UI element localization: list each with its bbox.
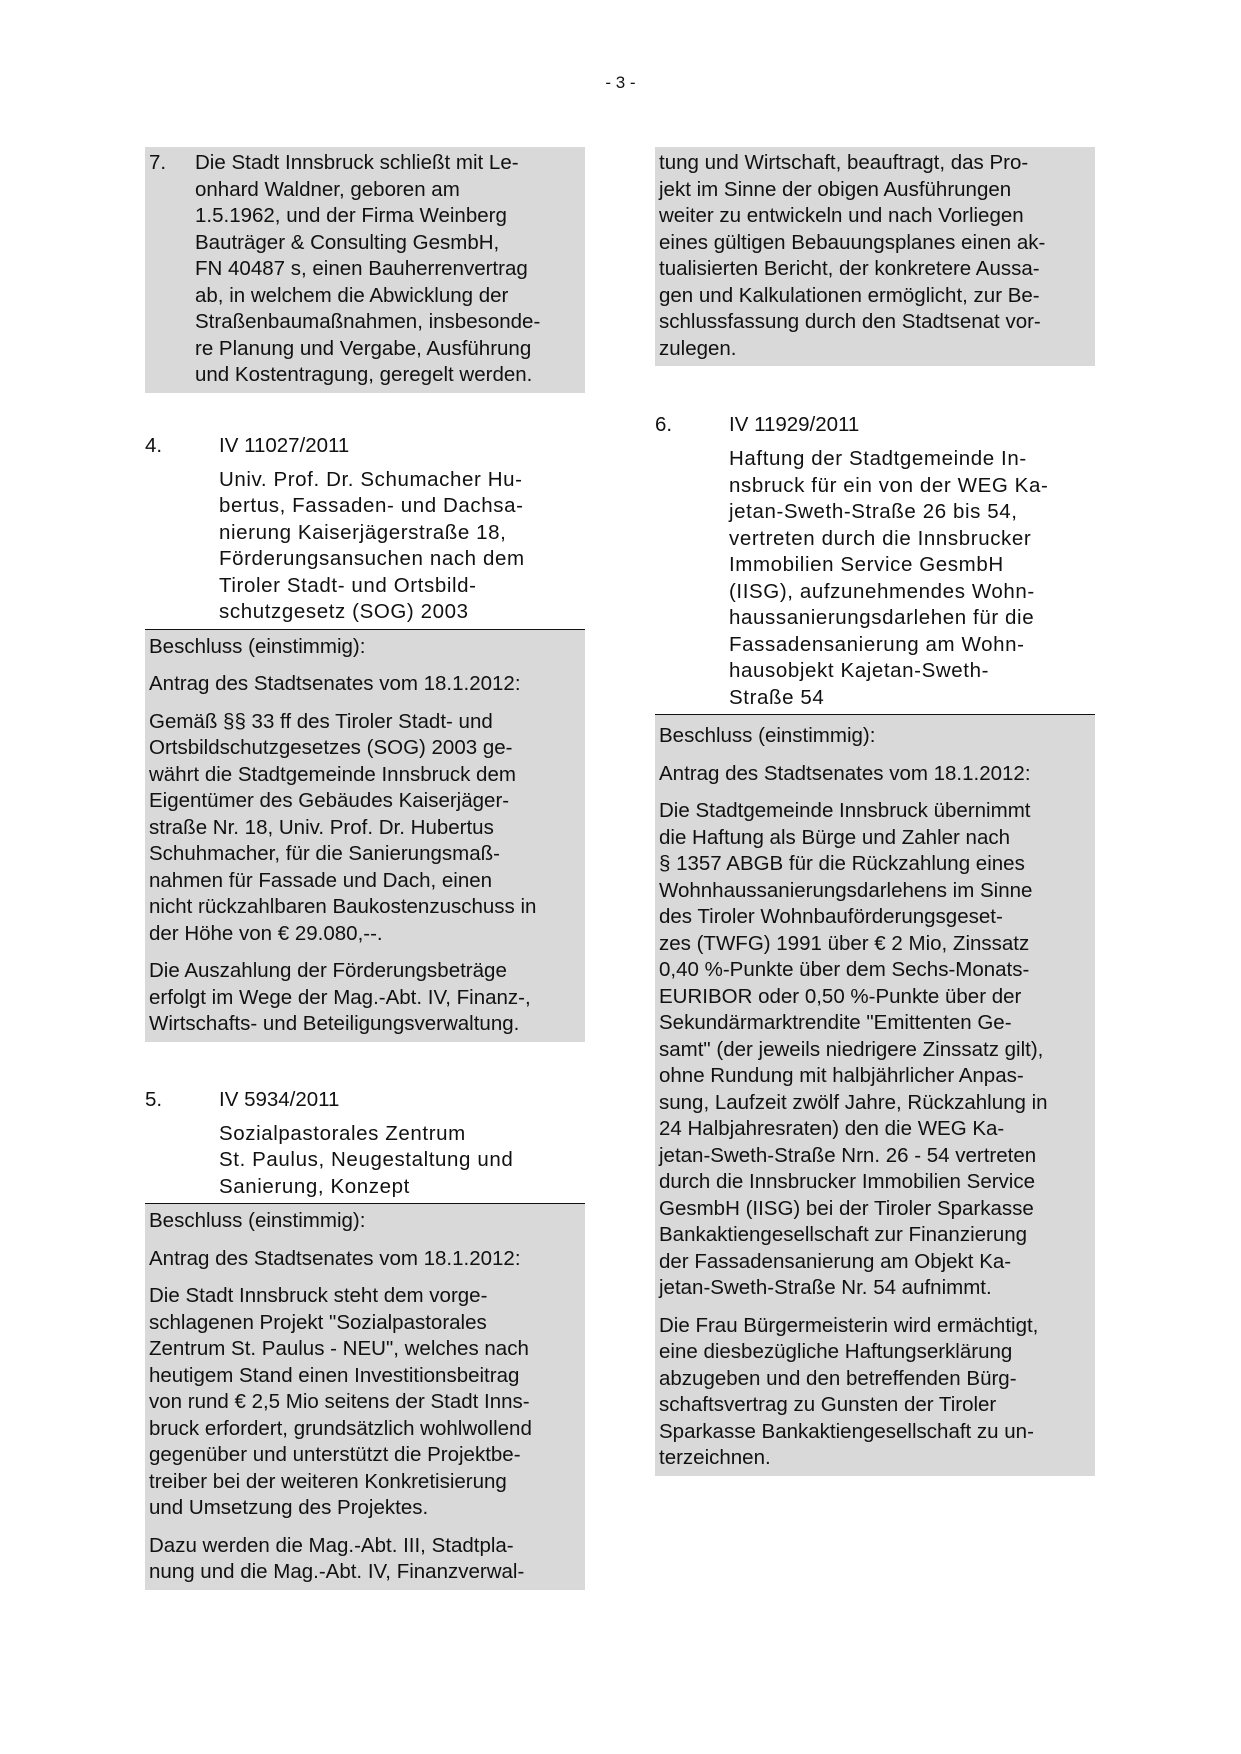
text-line: jekt im Sinne der obigen Ausführungen (659, 177, 1012, 201)
item-number: 4. (145, 433, 163, 457)
text-line: Schuhmacher, für die Sanierungsmaß- (149, 842, 500, 865)
text-line: Wirtschafts- und Beteiligungsverwaltung. (149, 1012, 520, 1035)
text-line: eines gültigen Bebauungsplanes einen ak- (659, 230, 1046, 254)
text-line: zulegen. (659, 336, 737, 360)
text-line: GesmbH (IISG) bei der Tiroler Sparkasse (659, 1196, 1034, 1220)
text-line: Tiroler Stadt- und Ortsbild- (219, 573, 477, 597)
text-line: bruck erfordert, grundsätzlich wohlwollend (149, 1416, 532, 1440)
item-head (655, 412, 1095, 438)
text-line: vertreten durch die Innsbrucker (729, 526, 1032, 550)
text-line: von rund € 2,5 Mio seitens der Stadt Inns- (149, 1390, 530, 1413)
decision-paragraph (659, 798, 1090, 1302)
text-line: nung und die Mag.-Abt. IV, Finanzverwal- (149, 1560, 525, 1583)
text-line: straße Nr. 18, Univ. Prof. Dr. Hubertus (149, 815, 494, 839)
text-line: Dazu werden die Mag.-Abt. III, Stadtpla- (149, 1533, 514, 1557)
text-line: Fassadensanierung am Wohn- (729, 632, 1025, 656)
text-line: schaftsvertrag zu Gunsten der Tiroler (659, 1393, 997, 1416)
motion-label: Antrag des Stadtsenates vom 18.1.2012: (659, 761, 1031, 785)
text-line: St. Paulus, Neugestaltung und (219, 1148, 514, 1171)
item-head (145, 433, 585, 459)
page-number: - 3 - (605, 73, 636, 92)
motion-label: Antrag des Stadtsenates vom 18.1.2012: (149, 672, 521, 695)
item-7-text (195, 150, 580, 389)
text-line: tualisierten Bericht, der konkretere Aussa- (659, 257, 1040, 280)
item-reference: IV 5934/2011 (219, 1087, 340, 1111)
text-line: Die Auszahlung der Förderungsbeträge (149, 959, 507, 982)
text-line: Univ. Prof. Dr. Schumacher Hu- (219, 467, 523, 491)
item-title (145, 1121, 585, 1205)
decision-paragraph (149, 958, 580, 1038)
item-reference: IV 11027/2011 (219, 433, 350, 457)
text-line: der Fassadensanierung am Objekt Ka- (659, 1249, 1012, 1273)
text-line: gen und Kalkulationen ermöglicht, zur Be- (659, 283, 1040, 307)
decision-label: Beschluss (einstimmig): (149, 1209, 366, 1232)
text-line: Förderungsansuchen nach dem (219, 547, 525, 570)
text-line: und Kostentragung, geregelt werden. (195, 363, 533, 386)
text-line: heutigem Stand einen Investitionsbeitrag (149, 1363, 520, 1387)
text-line: haussanierungsdarlehen für die (729, 606, 1035, 629)
text-line: eine diesbezügliche Haftungserklärung (659, 1340, 1013, 1363)
text-line: Sekundärmarktrendite "Emittenten Ge- (659, 1011, 1012, 1034)
text-line: terzeichnen. (659, 1446, 771, 1469)
item-number: 7. (149, 151, 167, 174)
text-line: Die Stadt Innsbruck schließt mit Le- (195, 151, 519, 174)
text-line: re Planung und Vergabe, Ausführung (195, 336, 532, 360)
decision-paragraph (149, 709, 580, 948)
item-number: 5. (145, 1087, 163, 1111)
decision-paragraph (659, 1313, 1090, 1472)
agenda-item-5 (145, 1087, 585, 1590)
text-line: Wohnhaussanierungsdarlehens im Sinne (659, 878, 1033, 902)
text-line: zes (TWFG) 1991 über € 2 Mio, Zinssatz (659, 931, 1030, 955)
text-line: Straße 54 (729, 685, 825, 709)
text-line: währt die Stadtgemeinde Innsbruck dem (149, 762, 516, 786)
text-line: Bauträger & Consulting GesmbH, (195, 230, 500, 254)
text-line: Bankaktiengesellschaft zur Finanzierung (659, 1223, 1028, 1246)
text-line: Zentrum St. Paulus - NEU", welches nach (149, 1337, 529, 1360)
text-line: schlussfassung durch den Stadtsenat vor- (659, 310, 1041, 333)
decision-block (145, 630, 585, 1042)
text-line: Die Frau Bürgermeisterin wird ermächtigt, (659, 1313, 1039, 1337)
text-line: nierung Kaiserjägerstraße 18, (219, 520, 507, 544)
item-number: 6. (655, 413, 673, 436)
text-line: durch die Innsbrucker Immobilien Service (659, 1170, 1035, 1193)
text-line: weiter zu entwickeln und nach Vorliegen (659, 204, 1024, 227)
text-line: ohne Rundung mit halbjährlicher Anpas- (659, 1064, 1024, 1087)
text-line: Eigentümer des Gebäudes Kaiserjäger- (149, 789, 510, 812)
text-line: Die Stadtgemeinde Innsbruck übernimmt (659, 799, 1031, 822)
text-line: ab, in welchem die Abwicklung der (195, 283, 509, 307)
text-line: Sozialpastorales Zentrum (219, 1121, 466, 1145)
text-line: Ortsbildschutzgesetzes (SOG) 2003 ge- (149, 736, 513, 759)
text-line: die Haftung als Bürge und Zahler nach (659, 825, 1011, 849)
text-line: FN 40487 s, einen Bauherrenvertrag (195, 257, 528, 280)
right-column (655, 147, 1095, 1476)
text-line: jetan-Sweth-Straße Nr. 54 aufnimmt. (659, 1276, 992, 1299)
text-line: Gemäß §§ 33 ff des Tiroler Stadt- und (149, 709, 493, 733)
text-line: Sparkasse Bankaktiengesellschaft zu un- (659, 1419, 1034, 1443)
text-line: und Umsetzung des Projektes. (149, 1496, 429, 1519)
text-line: bertus, Fassaden- und Dachsa- (219, 494, 524, 517)
decision-label: Beschluss (einstimmig): (659, 724, 876, 747)
item-title (145, 467, 585, 630)
text-line: schlagenen Projekt "Sozialpastorales (149, 1310, 487, 1334)
text-line: Immobilien Service GesmbH (729, 553, 1004, 576)
text-line: erfolgt im Wege der Mag.-Abt. IV, Finanz-, (149, 985, 531, 1009)
item-head (145, 1087, 585, 1113)
decision-label: Beschluss (einstimmig): (149, 634, 366, 658)
text-line: 24 Halbjahresraten) den die WEG Ka- (659, 1117, 1005, 1140)
text-line: tung und Wirtschaft, beauftragt, das Pro- (659, 151, 1029, 174)
item-reference: IV 11929/2011 (729, 413, 860, 436)
text-line: schutzgesetz (SOG) 2003 (219, 600, 469, 623)
item-title (655, 446, 1095, 715)
left-column (145, 147, 585, 1590)
text-line: (IISG), aufzunehmendes Wohn- (729, 579, 1035, 603)
text-line: jetan-Sweth-Straße Nrn. 26 - 54 vertreten (659, 1143, 1037, 1167)
text-line: nsbruck für ein von der WEG Ka- (729, 473, 1049, 497)
agenda-item-4 (145, 433, 585, 1042)
decision-paragraph (149, 1533, 580, 1586)
item-5-continuation (655, 147, 1095, 366)
text-line: hausobjekt Kajetan-Sweth- (729, 659, 990, 682)
text-line: EURIBOR oder 0,50 %-Punkte über der (659, 984, 1022, 1008)
text-line: abzugeben und den betreffenden Bürg- (659, 1366, 1017, 1390)
text-line: der Höhe von € 29.080,--. (149, 921, 383, 945)
text-line: § 1357 ABGB für die Rückzahlung eines (659, 852, 1025, 875)
text-line: sung, Laufzeit zwölf Jahre, Rückzahlung in (659, 1090, 1048, 1114)
text-line: nahmen für Fassade und Dach, einen (149, 868, 493, 892)
text-line: onhard Waldner, geboren am (195, 177, 460, 201)
text-line: jetan-Sweth-Straße 26 bis 54, (729, 500, 1018, 523)
motion-label: Antrag des Stadtsenates vom 18.1.2012: (149, 1246, 521, 1270)
text-line: gegenüber und unterstützt die Projektbe- (149, 1443, 521, 1466)
text-line: Die Stadt Innsbruck steht dem vorge- (149, 1284, 488, 1307)
text-line: Haftung der Stadtgemeinde In- (729, 447, 1027, 470)
text-line: Straßenbaumaßnahmen, insbesonde- (195, 310, 541, 333)
text-line: nicht rückzahlbaren Baukostenzuschuss in (149, 895, 537, 918)
agenda-item-6 (655, 412, 1095, 1476)
text-line: des Tiroler Wohnbauförderungsgeset- (659, 905, 1003, 928)
decision-block (145, 1204, 585, 1590)
item-7-continuation (145, 147, 585, 393)
decision-block (655, 715, 1095, 1476)
text-line: samt" (der jeweils niedrigere Zinssatz gilt), (659, 1037, 1044, 1061)
text-line: 1.5.1962, und der Firma Weinberg (195, 204, 507, 227)
text-line: Sanierung, Konzept (219, 1174, 410, 1198)
text-line: treiber bei der weiteren Konkretisierung (149, 1469, 507, 1493)
text-line: 0,40 %-Punkte über dem Sechs-Monats- (659, 958, 1030, 981)
decision-paragraph (149, 1283, 580, 1522)
